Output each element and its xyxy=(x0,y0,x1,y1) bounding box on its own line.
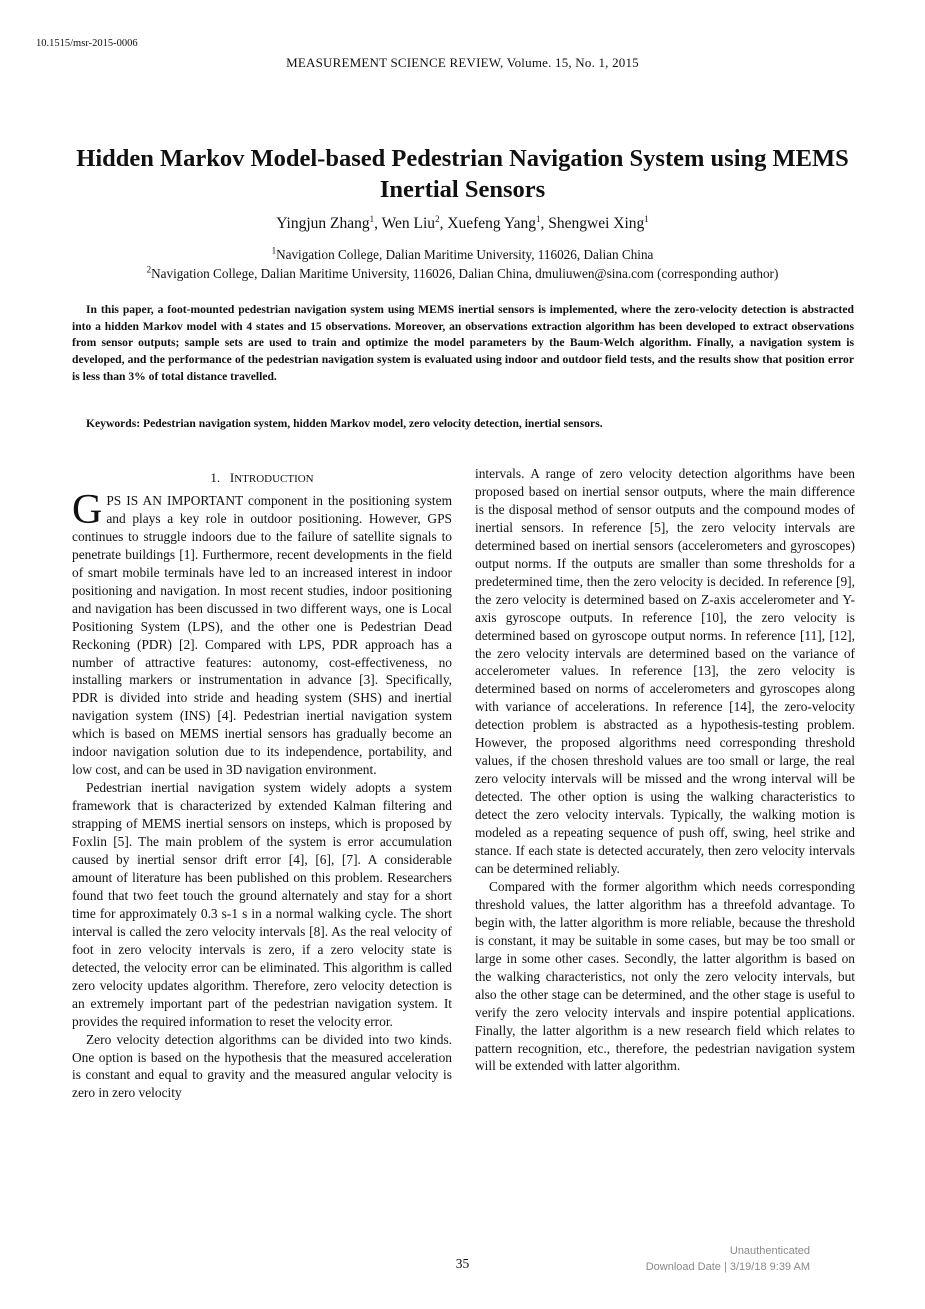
paragraph: intervals. A range of zero velocity detection algorithms have been proposed based on inertial sensor outputs, where the main difference is the disposal method of sensor outputs and the compound modes of inertial sensors. In reference [5], the zero velocity intervals are determined based on inertial sensors (accelerometers and gyroscopes) output norms. If the outputs are smaller than some thresholds for a predetermined time, then the zero velocity is decided. In reference [9], the zero velocity is determined based on Z-axis accelerometer and Y-axis gyroscope outputs. In reference [10], the zero velocity is determined based on gyroscope output norms. In reference [11], [12], the zero velocity intervals are determined based on the variance of accelerometer values. In reference [13], the zero velocity is determined based on norms of accelerometers and gyroscopes along with variance of accelerations. In reference [14], the zero-velocity detection problem is abstracted as a hypothesis-testing problem. However, the proposed algorithms need corresponding threshold values, if the chosen threshold values are too small or large, the real zero velocity intervals will be missed and the wrong interval will be detected. The other option is using the walking characteristics to detect the zero velocity intervals. Typically, the walking motion is modeled as a repeating sequence of push off, swing, heel strike and stance. If each state is detected accurately, then zero velocity intervals can be determined reliably. xyxy=(475,466,855,876)
affiliation-text: Navigation College, Dalian Maritime University, 116026, Dalian China xyxy=(276,247,654,262)
paragraph: GPS IS AN IMPORTANT component in the positioning system and plays a key role in outdoor positioning. However, GPS continues to struggle indoors due to the failure of satellite signals to penetrate buildings [1]. Furthermore, recent developments in the field of smart mobile terminals have led to an increased interest in indoor positioning and navigation. In most recent studies, indoor positioning and navigation has been discussed in two different ways, one is Local Positioning System (LPS), and the other one is Pedestrian Dead Reckoning (PDR) [2]. Compared with LPS, PDR approach has a number of attractive features: autonomy, cost-effectiveness, no installing markers or instrumentation in advance [3]. Specifically, PDR is divided into stride and heading system (SHS) and inertial navigation system (INS) [4]. Pedestrian inertial navigation system which is based on MEMS inertial sensors has gradually become an indoor navigation solution due to its independence, portability, and low cost, and can be used in 3D navigation environment. xyxy=(72,486,452,778)
author-affiliation-mark: 1 xyxy=(536,213,541,224)
paper-title: Hidden Markov Model-based Pedestrian Navigation System using MEMS Inertial Sensors xyxy=(76,145,849,203)
author-affiliation-mark: 1 xyxy=(644,213,649,224)
abstract: In this paper, a foot-mounted pedestrian navigation system using MEMS inertial sensors is implemented, where the zero-velocity detection is abstracted into a hidden Markov model with 4 states and 15 observations. Moreover, an observations extraction algorithm has been developed to extract observations from sensor outputs; sample sets are used to train and optimize the model parameters by the Baum-Welch algorithm. Finally, a navigation system is developed, and the performance of the pedestrian navigation system is evaluated using indoor and outdoor field tests, and the results show that position error is less than 3% of total distance travelled. xyxy=(72,303,854,383)
doi: 10.1515/msr-2015-0006 xyxy=(36,38,138,49)
affiliation-mark: 1 xyxy=(271,245,277,256)
download-watermark: Unauthenticated Download Date | 3/19/18 9:39 AM xyxy=(645,1245,810,1273)
paragraph: Pedestrian inertial navigation system widely adopts a system framework that is characterized by extended Kalman filtering and strapping of MEMS inertial sensors on insteps, which is proposed by Foxlin [5]. The main problem of the system is error accumulation caused by inertial sensor drift error [4], [6], [7]. A considerable amount of literature has been published on this problem. Researchers found that two feet touch the ground alternately and stay for a short time for approximately 0.3 s-1 s in a normal walking cycle. The short interval is called the zero velocity intervals [8]. As the real velocity of foot in zero velocity intervals is zero, if a zero velocity state is detected, the velocity error can be eliminated. This algorithm is called zero velocity updates algorithm. Therefore, zero velocity detection is an extremely important part of the pedestrian navigation system. It provides the required information to reset the velocity error. xyxy=(72,780,452,1029)
affiliation-mark: 2 xyxy=(146,264,152,275)
affiliation xyxy=(0,247,925,263)
author-name: Wen Liu xyxy=(381,215,436,232)
page-number: 35 xyxy=(455,1256,470,1271)
affiliation-text: Navigation College, Dalian Maritime University, 116026, Dalian China, dmuliuwen@sina.com (corresponding author) xyxy=(151,266,779,281)
running-header: MEASUREMENT SCIENCE REVIEW, Volume. 15, No. 1, 2015 xyxy=(286,55,639,70)
author-list: Yingjun Zhang$^1$, Wen Liu$^2$, Xuefeng Yang$^1$, Shengwei Xing$^1$ xyxy=(276,213,649,232)
affiliation xyxy=(0,266,925,282)
drop-cap: G xyxy=(72,486,103,533)
author-affiliation-mark: 1 xyxy=(369,213,375,224)
author-name: Shengwei Xing xyxy=(548,215,645,232)
keywords: Keywords: Pedestrian navigation system, hidden Markov model, zero velocity detection, inertial sensors. xyxy=(86,417,603,430)
author-name: Xuefeng Yang xyxy=(447,215,536,232)
author-name: Yingjun Zhang xyxy=(276,215,370,232)
section-heading: 1. INTRODUCTION xyxy=(210,470,314,485)
left-column xyxy=(72,465,452,1102)
paragraph: Zero velocity detection algorithms can be divided into two kinds. One option is based on the hypothesis that the measured acceleration is constant and equal to gravity and the measured angular velocity is zero in zero velocity xyxy=(72,1031,452,1101)
paragraph: Compared with the former algorithm which needs corresponding threshold values, the latter algorithm has a threefold advantage. To begin with, the latter algorithm is more reliable, because the threshold is constant, it may be suitable in some cases, but may be too small or large in some other cases. Secondly, the latter algorithm is based on the walking characteristics, not only the zero velocity intervals, but also the other stage can be determined, and the other stage is useful to verify the zero velocity intervals and inspire potential applications. Finally, the latter algorithm is a new research field which relates to pattern recognition, etc., therefore, the pedestrian navigation system will be extended with latter algorithm. xyxy=(475,878,855,1074)
right-column xyxy=(475,465,855,1075)
author-affiliation-mark: 2 xyxy=(435,213,440,224)
